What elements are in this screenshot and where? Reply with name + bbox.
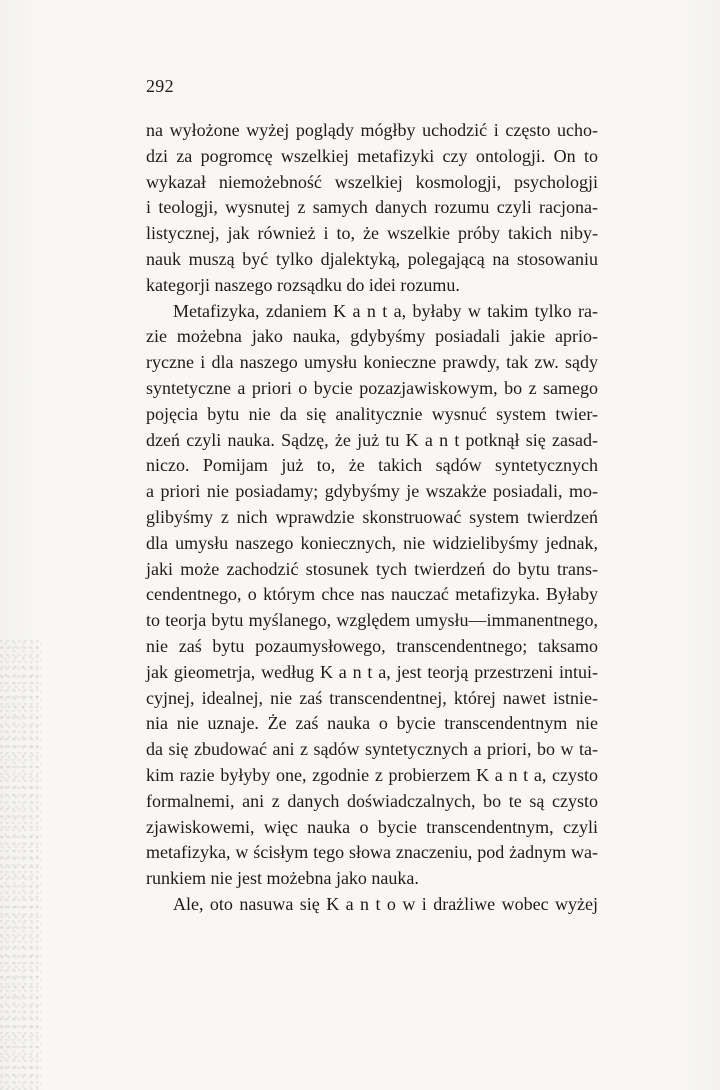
text-line: Metafizyka, zdaniem K a n t a, byłaby w takim tylko ra- [173, 300, 598, 321]
text-line: kategorji naszego rozsądku do idei rozumu. [146, 274, 460, 295]
text-line: syntetyczne a priori o bycie pozazjawiskowym, bo z samego [146, 377, 598, 398]
text-line: jak gieometrja, według K a n t a, jest teorją przestrzeni intui- [146, 661, 598, 682]
text-line: a priori nie posiadamy; gdybyśmy je wszakże posiadali, mo- [146, 481, 598, 502]
text-line: Ale, oto nasuwa się K a n t o w i drażliwe wobec wyżej [173, 893, 598, 914]
text-line: cyjnej, idealnej, nie zaś transcendentnej, której nawet istnie- [146, 687, 598, 708]
text-line: da się zbudować ani z sądów syntetycznych a priori, bo w ta- [146, 739, 598, 760]
text-line: zjawiskowemi, więc nauka o bycie transcendentnym, czyli [146, 816, 598, 837]
text-line: jaki może zachodzić stosunek tych twierdzeń do bytu trans- [146, 558, 598, 579]
text-line: nie zaś bytu pozaumysłowego, transcendentnego; taksamo [146, 635, 598, 656]
page-number: 292 [146, 76, 174, 96]
text-line: listycznej, jak również i to, że wszelkie próby takich niby- [146, 223, 598, 244]
text-line: kim razie byłyby one, zgodnie z probierzem K a n t a, czysto [146, 764, 598, 785]
text-line: cendentnego, o którym chce nas nauczać metafizyka. Byłaby [146, 584, 598, 605]
text-line: metafizyka, w ścisłym tego słowa znaczeniu, pod żadnym wa- [146, 842, 598, 863]
text-line: zie możebna jako nauka, gdybyśmy posiadali jakie aprio- [146, 326, 598, 347]
text-line: glibyśmy z nich wprawdzie skonstruować system twierdzeń [146, 506, 598, 527]
text-line: nia nie uznaje. Że zaś nauka o bycie transcendentnym nie [146, 713, 598, 734]
text-line: wykazał niemożebność wszelkiej kosmologji, psychologji [146, 171, 598, 192]
text-line: nauk muszą być tylko djalektyką, polegającą na stosowaniu [146, 248, 598, 269]
body-text [146, 118, 598, 918]
text-line: runkiem nie jest możebna jako nauka. [146, 868, 419, 889]
text-line: i teologji, wysnutej z samych danych rozumu czyli racjona- [146, 197, 598, 218]
text-line: formalnemi, ani z danych doświadczalnych, bo te są czysto [146, 790, 598, 811]
text-line: dla umysłu naszego koniecznych, nie widzielibyśmy jednak, [146, 532, 598, 553]
text-line: dzi za pogromcę wszelkiej metafizyki czy ontologji. On to [146, 145, 598, 166]
text-line: to teorja bytu myślanego, względem umysłu—immanentnego, [146, 610, 598, 631]
text-line: na wyłożone wyżej poglądy mógłby uchodzić i często ucho- [146, 120, 598, 140]
text-line: dzeń czyli nauka. Sądzę, że już tu K a n t potknął się zasad- [146, 429, 598, 450]
text-line: pojęcia bytu nie da się analitycznie wysnuć system twier- [146, 403, 598, 424]
paper-speckle [0, 640, 42, 1090]
text-line: ryczne i dla naszego umysłu konieczne prawdy, tak zw. sądy [146, 352, 598, 373]
text-line: niczo. Pomijam już to, że takich sądów syntetycznych [146, 455, 598, 476]
